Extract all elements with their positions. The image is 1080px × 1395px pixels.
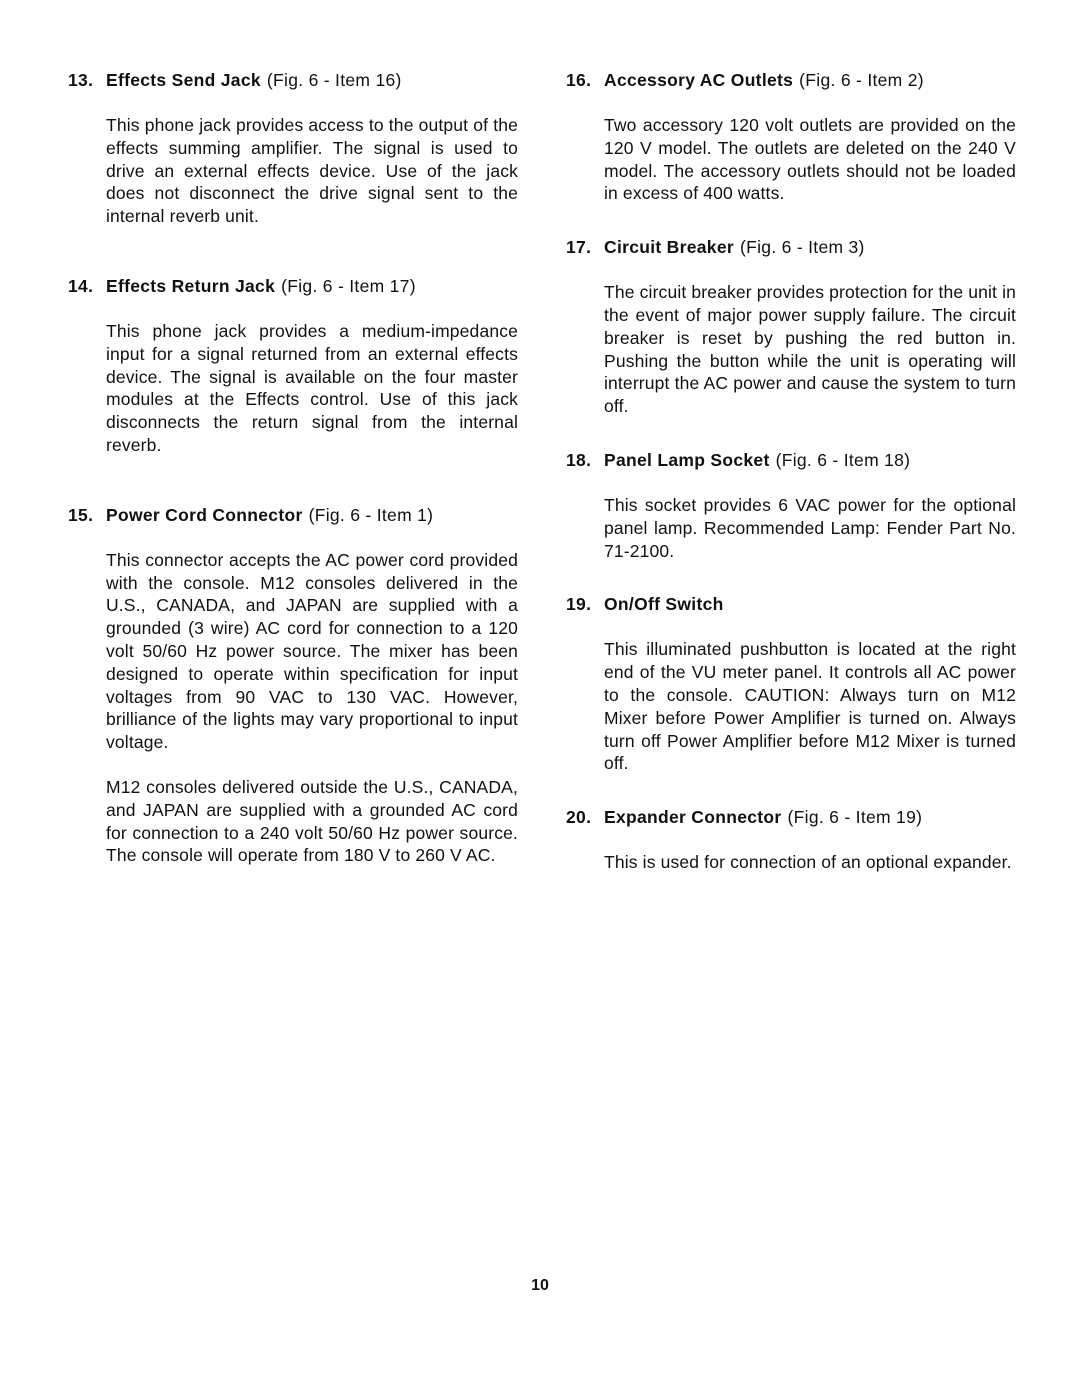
section-title: Panel Lamp Socket [604, 449, 770, 470]
figure-reference: (Fig. 6 - Item 3) [739, 237, 865, 258]
section-number: 14. [68, 275, 94, 296]
section-paragraph: This phone jack provides access to the output of the effects summing amplifier. The signal is used to drive an external effects device. Use of the jack does not disconnect the drive signal sent to the internal reverb unit. [106, 115, 518, 227]
section-14 [68, 274, 530, 457]
section-number: 16. [566, 70, 592, 90]
section-15 [68, 503, 530, 867]
section-heading [566, 592, 1028, 616]
section-title: On/Off Switch [604, 594, 724, 615]
section-16 [566, 68, 1028, 205]
section-paragraph: This phone jack provides a medium-impedance input for a signal returned from an external effects device. The signal is available on the four master modules at the Effects control. Use of this jack disconnects the return signal from the internal reverb. [106, 320, 518, 455]
section-heading [68, 503, 530, 527]
section-20 [566, 805, 1028, 874]
section-heading [68, 68, 530, 92]
section-title: Accessory AC Outlets [604, 70, 794, 90]
section-paragraph: This connector accepts the AC power cord provided with the console. M12 consoles delivered in the U.S., CANADA, and JAPAN are supplied with a grounded (3 wire) AC cord for connection to a 120 volt 50/60 Hz power source. The mixer has been designed to operate within specification for input voltages from 90 VAC to 130 VAC. However, brilliance of the lights may vary proportional to input voltage. [106, 549, 518, 753]
section-heading [566, 235, 1028, 259]
section-number: 15. [68, 504, 94, 525]
section-title: Effects Send Jack [106, 70, 261, 90]
section-title: Effects Return Jack [106, 275, 276, 296]
figure-reference: (Fig. 6 - Item 19) [787, 807, 923, 828]
section-number: 19. [566, 594, 592, 615]
section-19 [566, 592, 1028, 775]
figure-reference: (Fig. 6 - Item 1) [308, 504, 434, 525]
section-number: 13. [68, 70, 94, 90]
section-paragraph: This is used for connection of an optional expander. [604, 852, 1012, 873]
left-column [68, 68, 530, 867]
section-title: Circuit Breaker [604, 237, 734, 258]
section-paragraph: This socket provides 6 VAC power for the optional panel lamp. Recommended Lamp: Fender Part No. 71-2100. [604, 494, 1016, 561]
section-13 [68, 68, 530, 228]
section-18 [566, 448, 1028, 562]
section-paragraph: M12 consoles delivered outside the U.S., CANADA, and JAPAN are supplied with a grounded AC cord for connection to a 240 volt 50/60 Hz power source. The console will operate from 180 V to 260 V AC. [106, 776, 518, 866]
section-number: 17. [566, 237, 592, 258]
section-paragraph: This illuminated pushbutton is located at the right end of the VU meter panel. It controls all AC power to the console. CAUTION: Always turn on M12 Mixer before Power Amplifier is turned on. Always turn off Power Amplifier before M12 Mixer is turned off. [604, 639, 1016, 774]
section-title: Expander Connector [604, 807, 782, 828]
section-17 [566, 235, 1028, 418]
section-paragraph: The circuit breaker provides protection for the unit in the event of major power supply failure. The circuit breaker is reset by pushing the red button in. Pushing the button while the unit is operating will interrupt the AC power and cause the system to turn off. [604, 282, 1016, 417]
section-paragraph: Two accessory 120 volt outlets are provided on the 120 V model. The outlets are deleted on the 240 V model. The accessory outlets should not be loaded in excess of 400 watts. [604, 115, 1016, 204]
section-number: 20. [566, 807, 592, 828]
section-heading [68, 274, 530, 298]
right-column [566, 68, 1028, 874]
section-title: Power Cord Connector [106, 504, 303, 525]
section-heading [566, 68, 1028, 92]
figure-reference: (Fig. 6 - Item 18) [775, 449, 911, 470]
page-number: 10 [531, 1277, 549, 1294]
figure-reference: (Fig. 6 - Item 16) [266, 70, 402, 90]
figure-reference: (Fig. 6 - Item 17) [281, 275, 416, 296]
section-heading [566, 805, 1028, 829]
section-number: 18. [566, 449, 592, 470]
figure-reference: (Fig. 6 - Item 2) [799, 70, 924, 90]
section-heading [566, 448, 1028, 472]
